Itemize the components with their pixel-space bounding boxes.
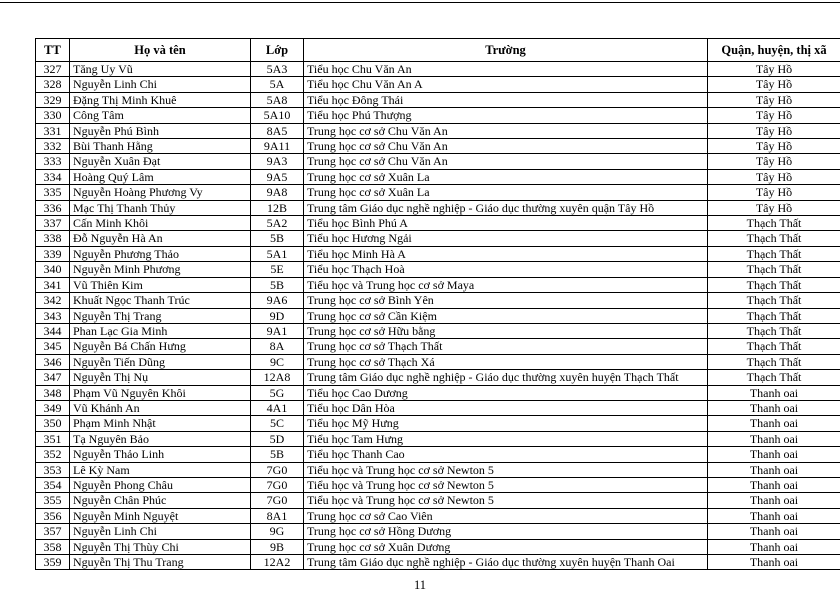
cell-class: 12A2 bbox=[251, 555, 304, 570]
cell-class: 9A6 bbox=[251, 293, 304, 308]
table-row bbox=[36, 62, 840, 77]
cell-name: Cấn Minh Khôi bbox=[70, 216, 251, 231]
cell-tt: 331 bbox=[36, 123, 70, 138]
cell-district: Thạch Thất bbox=[708, 308, 840, 323]
cell-school: Tiểu học và Trung học cơ sở Newton 5 bbox=[304, 493, 708, 508]
cell-name: Tạ Nguyên Bảo bbox=[70, 431, 251, 446]
table-row bbox=[36, 524, 840, 539]
cell-tt: 332 bbox=[36, 139, 70, 154]
table-row bbox=[36, 493, 840, 508]
cell-class: 5A bbox=[251, 77, 304, 92]
cell-class: 5B bbox=[251, 231, 304, 246]
table-row bbox=[36, 555, 840, 570]
cell-class: 5D bbox=[251, 431, 304, 446]
cell-school: Tiểu học Mỹ Hưng bbox=[304, 416, 708, 431]
cell-name: Vũ Khánh An bbox=[70, 400, 251, 415]
cell-class: 4A1 bbox=[251, 400, 304, 415]
cell-school: Tiểu học Dân Hòa bbox=[304, 400, 708, 415]
cell-name: Nguyễn Minh Nguyệt bbox=[70, 508, 251, 523]
cell-class: 9G bbox=[251, 524, 304, 539]
cell-district: Thạch Thất bbox=[708, 293, 840, 308]
cell-name: Nguyễn Xuân Đạt bbox=[70, 154, 251, 169]
header-district: Quận, huyện, thị xã bbox=[708, 39, 840, 62]
cell-district: Tây Hồ bbox=[708, 154, 840, 169]
header-tt: TT bbox=[36, 39, 70, 62]
cell-tt: 348 bbox=[36, 385, 70, 400]
cell-name: Lê Kỳ Nam bbox=[70, 462, 251, 477]
cell-school: Tiểu học Chu Văn An A bbox=[304, 77, 708, 92]
table-row bbox=[36, 231, 840, 246]
cell-name: Nguyễn Hoàng Phương Vy bbox=[70, 185, 251, 200]
cell-school: Trung tâm Giáo dục nghề nghiệp - Giáo dục thường xuyên huyện Thanh Oai bbox=[304, 555, 708, 570]
cell-name: Nguyễn Thị Trang bbox=[70, 308, 251, 323]
cell-name: Nguyễn Thị Nụ bbox=[70, 370, 251, 385]
table-row bbox=[36, 400, 840, 415]
cell-class: 7G0 bbox=[251, 493, 304, 508]
cell-district: Thanh oai bbox=[708, 477, 840, 492]
cell-class: 7G0 bbox=[251, 462, 304, 477]
cell-district: Thanh oai bbox=[708, 555, 840, 570]
cell-class: 5A2 bbox=[251, 216, 304, 231]
cell-school: Trung học cơ sở Chu Văn An bbox=[304, 139, 708, 154]
cell-tt: 339 bbox=[36, 246, 70, 261]
cell-district: Thạch Thất bbox=[708, 262, 840, 277]
cell-school: Tiểu học Minh Hà A bbox=[304, 246, 708, 261]
cell-tt: 327 bbox=[36, 62, 70, 77]
table-row bbox=[36, 277, 840, 292]
cell-district: Thanh oai bbox=[708, 524, 840, 539]
cell-district: Tây Hồ bbox=[708, 92, 840, 107]
header-class: Lớp bbox=[251, 39, 304, 62]
cell-class: 9A5 bbox=[251, 169, 304, 184]
cell-name: Phạm Vũ Nguyên Khôi bbox=[70, 385, 251, 400]
cell-class: 9C bbox=[251, 354, 304, 369]
cell-district: Tây Hồ bbox=[708, 108, 840, 123]
cell-school: Trung tâm Giáo dục nghề nghiệp - Giáo dục thường xuyên quận Tây Hồ bbox=[304, 200, 708, 215]
header-school: Trường bbox=[304, 39, 708, 62]
cell-school: Tiểu học và Trung học cơ sở Maya bbox=[304, 277, 708, 292]
cell-school: Tiểu học Hương Ngải bbox=[304, 231, 708, 246]
cell-class: 7G0 bbox=[251, 477, 304, 492]
cell-name: Phan Lạc Gia Minh bbox=[70, 323, 251, 338]
table-row bbox=[36, 246, 840, 261]
cell-school: Tiểu học Thanh Cao bbox=[304, 447, 708, 462]
cell-tt: 347 bbox=[36, 370, 70, 385]
cell-name: Nguyễn Phương Thảo bbox=[70, 246, 251, 261]
cell-class: 5B bbox=[251, 447, 304, 462]
cell-school: Tiểu học Đông Thái bbox=[304, 92, 708, 107]
cell-tt: 346 bbox=[36, 354, 70, 369]
cell-district: Thanh oai bbox=[708, 539, 840, 554]
cell-school: Tiểu học Chu Văn An bbox=[304, 62, 708, 77]
table-row bbox=[36, 123, 840, 138]
cell-tt: 355 bbox=[36, 493, 70, 508]
cell-district: Thạch Thất bbox=[708, 231, 840, 246]
cell-school: Trung học cơ sở Hồng Dương bbox=[304, 524, 708, 539]
table-row bbox=[36, 308, 840, 323]
cell-district: Thạch Thất bbox=[708, 216, 840, 231]
cell-name: Nguyễn Linh Chi bbox=[70, 77, 251, 92]
cell-tt: 328 bbox=[36, 77, 70, 92]
table-row bbox=[36, 354, 840, 369]
cell-school: Tiểu học và Trung học cơ sở Newton 5 bbox=[304, 462, 708, 477]
student-roster-table bbox=[35, 38, 840, 570]
table-header-row bbox=[36, 39, 840, 62]
cell-school: Trung học cơ sở Cần Kiệm bbox=[304, 308, 708, 323]
cell-name: Công Tâm bbox=[70, 108, 251, 123]
page-number: 11 bbox=[413, 578, 427, 592]
cell-tt: 354 bbox=[36, 477, 70, 492]
cell-tt: 342 bbox=[36, 293, 70, 308]
cell-name: Nguyễn Thảo Linh bbox=[70, 447, 251, 462]
cell-tt: 351 bbox=[36, 431, 70, 446]
cell-school: Trung học cơ sở Thạch Xá bbox=[304, 354, 708, 369]
cell-tt: 330 bbox=[36, 108, 70, 123]
table-row bbox=[36, 539, 840, 554]
table-row bbox=[36, 92, 840, 107]
cell-name: Nguyễn Phong Châu bbox=[70, 477, 251, 492]
cell-class: 5A8 bbox=[251, 92, 304, 107]
table-row bbox=[36, 339, 840, 354]
cell-tt: 344 bbox=[36, 323, 70, 338]
cell-district: Thanh oai bbox=[708, 400, 840, 415]
table-row bbox=[36, 154, 840, 169]
table-row bbox=[36, 216, 840, 231]
table-body bbox=[36, 62, 840, 570]
cell-tt: 338 bbox=[36, 231, 70, 246]
cell-school: Trung tâm Giáo dục nghề nghiệp - Giáo dục thường xuyên huyện Thạch Thất bbox=[304, 370, 708, 385]
cell-tt: 356 bbox=[36, 508, 70, 523]
cell-district: Tây Hồ bbox=[708, 200, 840, 215]
table-row bbox=[36, 447, 840, 462]
table-row bbox=[36, 200, 840, 215]
cell-name: Hoàng Quý Lâm bbox=[70, 169, 251, 184]
table-row bbox=[36, 370, 840, 385]
cell-tt: 340 bbox=[36, 262, 70, 277]
cell-class: 5A10 bbox=[251, 108, 304, 123]
cell-district: Tây Hồ bbox=[708, 169, 840, 184]
cell-district: Thanh oai bbox=[708, 431, 840, 446]
cell-school: Trung học cơ sở Hữu bằng bbox=[304, 323, 708, 338]
cell-district: Thạch Thất bbox=[708, 246, 840, 261]
table-row bbox=[36, 108, 840, 123]
cell-name: Nguyễn Bá Chấn Hưng bbox=[70, 339, 251, 354]
cell-name: Nguyễn Minh Phương bbox=[70, 262, 251, 277]
cell-district: Thạch Thất bbox=[708, 339, 840, 354]
cell-district: Thanh oai bbox=[708, 416, 840, 431]
cell-tt: 334 bbox=[36, 169, 70, 184]
cell-class: 9A1 bbox=[251, 323, 304, 338]
cell-name: Đặng Thị Minh Khuê bbox=[70, 92, 251, 107]
cell-tt: 345 bbox=[36, 339, 70, 354]
cell-name: Bùi Thanh Hằng bbox=[70, 139, 251, 154]
cell-school: Trung học cơ sở Chu Văn An bbox=[304, 123, 708, 138]
table-row bbox=[36, 477, 840, 492]
cell-tt: 349 bbox=[36, 400, 70, 415]
cell-school: Tiểu học Bình Phú A bbox=[304, 216, 708, 231]
cell-class: 8A1 bbox=[251, 508, 304, 523]
cell-tt: 358 bbox=[36, 539, 70, 554]
cell-class: 8A5 bbox=[251, 123, 304, 138]
table-row bbox=[36, 293, 840, 308]
cell-school: Trung học cơ sở Bình Yên bbox=[304, 293, 708, 308]
cell-name: Nguyễn Thị Thu Trang bbox=[70, 555, 251, 570]
cell-school: Trung học cơ sở Xuân La bbox=[304, 185, 708, 200]
cell-district: Thạch Thất bbox=[708, 370, 840, 385]
table-row bbox=[36, 77, 840, 92]
cell-tt: 343 bbox=[36, 308, 70, 323]
table-row bbox=[36, 416, 840, 431]
cell-name: Khuất Ngọc Thanh Trúc bbox=[70, 293, 251, 308]
cell-tt: 359 bbox=[36, 555, 70, 570]
table-row bbox=[36, 169, 840, 184]
cell-school: Tiểu học Tam Hưng bbox=[304, 431, 708, 446]
cell-class: 8A bbox=[251, 339, 304, 354]
cell-school: Tiểu học Phú Thượng bbox=[304, 108, 708, 123]
cell-tt: 353 bbox=[36, 462, 70, 477]
table-row bbox=[36, 462, 840, 477]
cell-school: Trung học cơ sở Thạch Thất bbox=[304, 339, 708, 354]
cell-district: Tây Hồ bbox=[708, 77, 840, 92]
cell-district: Tây Hồ bbox=[708, 139, 840, 154]
cell-class: 9A8 bbox=[251, 185, 304, 200]
cell-name: Nguyễn Thị Thùy Chi bbox=[70, 539, 251, 554]
cell-name: Tăng Uy Vũ bbox=[70, 62, 251, 77]
cell-class: 9A3 bbox=[251, 154, 304, 169]
cell-district: Thanh oai bbox=[708, 462, 840, 477]
table-row bbox=[36, 431, 840, 446]
cell-name: Đỗ Nguyễn Hà An bbox=[70, 231, 251, 246]
table-row bbox=[36, 139, 840, 154]
cell-district: Thạch Thất bbox=[708, 354, 840, 369]
cell-district: Thạch Thất bbox=[708, 277, 840, 292]
cell-class: 5C bbox=[251, 416, 304, 431]
cell-school: Trung học cơ sở Cao Viên bbox=[304, 508, 708, 523]
cell-class: 5A3 bbox=[251, 62, 304, 77]
cell-class: 5G bbox=[251, 385, 304, 400]
table-row bbox=[36, 385, 840, 400]
table-row bbox=[36, 323, 840, 338]
cell-class: 12A8 bbox=[251, 370, 304, 385]
cell-name: Mạc Thị Thanh Thủy bbox=[70, 200, 251, 215]
cell-school: Tiểu học và Trung học cơ sở Newton 5 bbox=[304, 477, 708, 492]
cell-name: Nguyễn Linh Chi bbox=[70, 524, 251, 539]
cell-class: 5E bbox=[251, 262, 304, 277]
cell-school: Tiểu học Thạch Hoà bbox=[304, 262, 708, 277]
cell-class: 12B bbox=[251, 200, 304, 215]
cell-tt: 335 bbox=[36, 185, 70, 200]
cell-district: Thanh oai bbox=[708, 447, 840, 462]
cell-district: Tây Hồ bbox=[708, 185, 840, 200]
cell-name: Nguyễn Chân Phúc bbox=[70, 493, 251, 508]
cell-tt: 357 bbox=[36, 524, 70, 539]
cell-tt: 329 bbox=[36, 92, 70, 107]
top-rule bbox=[0, 2, 840, 3]
cell-school: Trung học cơ sở Chu Văn An bbox=[304, 154, 708, 169]
cell-name: Nguyễn Tiến Dũng bbox=[70, 354, 251, 369]
cell-class: 5B bbox=[251, 277, 304, 292]
cell-tt: 352 bbox=[36, 447, 70, 462]
cell-tt: 341 bbox=[36, 277, 70, 292]
cell-tt: 337 bbox=[36, 216, 70, 231]
cell-school: Trung học cơ sở Xuân La bbox=[304, 169, 708, 184]
cell-tt: 333 bbox=[36, 154, 70, 169]
cell-school: Tiểu học Cao Dương bbox=[304, 385, 708, 400]
cell-district: Thanh oai bbox=[708, 493, 840, 508]
table-row bbox=[36, 508, 840, 523]
cell-class: 9B bbox=[251, 539, 304, 554]
cell-class: 9D bbox=[251, 308, 304, 323]
cell-class: 5A1 bbox=[251, 246, 304, 261]
cell-school: Trung học cơ sở Xuân Dương bbox=[304, 539, 708, 554]
cell-district: Thanh oai bbox=[708, 385, 840, 400]
cell-class: 9A11 bbox=[251, 139, 304, 154]
cell-district: Thạch Thất bbox=[708, 323, 840, 338]
table-row bbox=[36, 262, 840, 277]
cell-name: Nguyễn Phú Bình bbox=[70, 123, 251, 138]
cell-tt: 336 bbox=[36, 200, 70, 215]
table-row bbox=[36, 185, 840, 200]
cell-district: Tây Hồ bbox=[708, 62, 840, 77]
cell-name: Vũ Thiên Kim bbox=[70, 277, 251, 292]
cell-district: Thanh oai bbox=[708, 508, 840, 523]
cell-district: Tây Hồ bbox=[708, 123, 840, 138]
header-name: Họ và tên bbox=[70, 39, 251, 62]
cell-name: Phạm Minh Nhật bbox=[70, 416, 251, 431]
cell-tt: 350 bbox=[36, 416, 70, 431]
